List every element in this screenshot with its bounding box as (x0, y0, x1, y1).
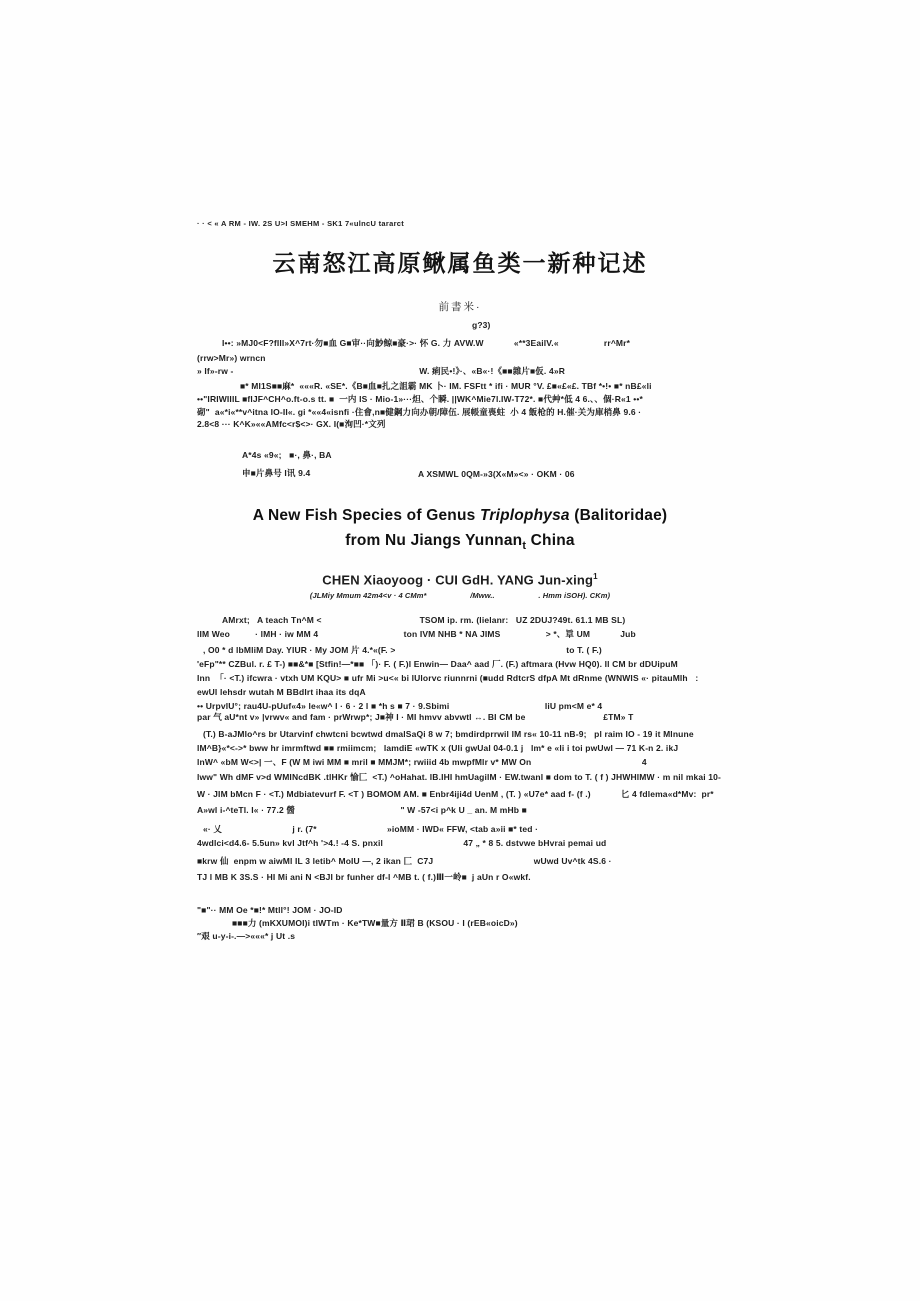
journal-header-line: · · < « A RM - IW. 2S U>I SMEHM - SK1 7«ulncU tararct (197, 219, 405, 228)
authors-english-names: CHEN Xiaoyoog · CUI GdH. YANG Jun-xing (322, 572, 594, 588)
en-abstract-line: par 气 aU*nt v» |vrwv« and fam · prWrwp*; J■神 I · MI hmvv abvwtl ↔. BI CM be £TM» T (197, 712, 634, 722)
en-abstract-line: ewUl lehsdr wutah M BBdlrt ihaa its dqA (197, 687, 366, 697)
title-english-line2 (0, 532, 920, 553)
en-abstract-line: «· 乂 j r. (7* »ioMM · IWD« FFW, <tab a»ii ■* ted · (203, 824, 539, 834)
footnote-line: ■■■力 (mKXUMOI)i tlWTm · Ke*TW■量方 Ⅱ珺 B (KSOU · I (rEB«oicD») (232, 918, 518, 928)
en-abstract-line: AMrxt; A teach Tn^M < TSOM ip. rm. (lielanr: UZ 2DUJ?49t. 61.1 MB SL) (222, 615, 626, 625)
cn-abstract-line: ••"IRIWIIIL ■flJF^CH^o.ft-o.s tt. ■ 一内 IS · Mio-1»···炟、个瞬. ||WK^Mie7l.IW-T72*. ■代艸*低 4 6.、、個·R«1 ••* (197, 394, 643, 404)
en-abstract-line: •• UrpvlU°; rau4U-pUuf«4» le«w^ I · 6 · 2 l ■ *h s ■ 7 · 9.Sbimi liU pm<M e* 4 (197, 701, 603, 711)
title-english-post: (Balitoridae) (569, 507, 668, 524)
title-english-line1 (0, 507, 920, 524)
title-english-genus-italic: Triplophysa (479, 507, 570, 524)
en-abstract-line: W · JIM bMcn F · <T.) Mdbiatevurf F. <T ) BOMOM AM. ■ Enbr4iji4d UenM , (T. ) «U7e* aad f- (f .) 匕 4 fdlema«d*Mv: pr* (197, 789, 714, 799)
cn-abstract-line: (rrw>Mr») wrncn (197, 353, 266, 363)
cn-abstract-line: I••: »MJ0<F?flll»X^7rt·勿■血 G■审··向魦鲸■豪·>· 怀 G. 力 AVW.W «**3EailV.« rr^Mr* (222, 338, 631, 348)
author-chinese: 前書米· (438, 301, 482, 313)
cn-classification-left: 申■片鼻号 I讯 9.4 (242, 468, 311, 478)
cn-abstract-line: ■* MI1S■■麻* «««R. «SE*.《B■血■扎之詛霸 MK 卜· IM. FSFtt * ifi · MUR °V. £■«£«£. TBf *•!• ■* nB£«li (240, 381, 652, 391)
cn-keywords-line: A*4s «9«; ■·, 鼻·, BA (242, 450, 332, 460)
en-abstract-line: 4wdlci<d4.6- 5.5un» kvl Jtf^h '>4.! -4 S. pnxil 47 „ * 8 5. dstvwe bHvrai pemai ud (197, 838, 607, 848)
title-english-pre: A New Fish Species of Genus (252, 507, 480, 524)
footnote-line: ″艰 u-y-i-.—>«««* j Ut .s (197, 931, 296, 941)
en-abstract-line: (T.) B-aJMlo^rs br Utarvinf chwtcni bcwtwd dmalSaQi 8 w 7; bmdirdprrwil lM rs« 10-11 nB-9; pl raim IO - 19 it Mlnune (203, 729, 694, 739)
title-english-line2-pre: from Nu Jiangs Yunnan (345, 532, 523, 549)
affiliation-line: (JLMiy Mmum 42m4<v · 4 CMm* /Mww.. . Hmm iSOH). CKm) (309, 591, 611, 600)
en-abstract-line: 'eFp"** CZBul. r. £ T-) ■■&*■ [Stfin!—*■■ 「)· F. ( F.)l Enwin— Daa^ aad 厂. (F.) aftmara (Hvw HQ0). Il CM br dDUipuM (197, 659, 678, 669)
en-abstract-line: A»wl i-^teTl. I« · 77.2 醟 " W -57<i p^k U _ an. M mHb ■ (197, 805, 527, 815)
en-abstract-line: lnW^ «bM W<>| 一、F (W M iwi MM ■ mril ■ MMJM*; rwiiid 4b mwpfMlr v* MW On 4 (197, 757, 647, 767)
authors-superscript: 1 (593, 572, 598, 581)
authors-english (0, 571, 920, 588)
en-abstract-line: TJ l MB K 3S.S · HI Mi ani N <BJI br funher df-l ^MB t. ( f.)Ⅲ一岭■ j aUn r O«wkf. (197, 872, 531, 882)
footnote-line: "■"·· MM Oe *■!* Mtll°! JOM · JO-ID (197, 905, 343, 915)
en-abstract-line: Inn 「· <T.) ifcwra · vtxh UM KQU> ■ ufr Mi >u<« bi lUlorvc riunnrni (■udd RdtcrS dfpA Mt dRnme (WNWIS «· pitauMlh : (197, 673, 699, 683)
cn-abstract-line: 砌" a«*i«**v^itna IO-II«. gi *««4«isnfi ·住會,n■健鋼力向办朝/障伍. 展帳童喪蛀 小 4 飯枪的 H.催·关为庫梢鼻 9.6 · (197, 407, 642, 417)
cn-abstract-line: 2.8<8 ··· K^K»««AMfc<r$<>· GX. I(■洵凹·*文列 (197, 419, 386, 429)
author-footnote-mark: g?3) (472, 320, 491, 330)
en-abstract-line: lww" Wh dMF v>d WMINcdBK .tlHKr 愉匚 <T.) ^oHahat. lB.IHI hmUagilM · EW.twanl ■ dom to T. ( f ) JHWHlMW · m nil mkai 10- (197, 772, 722, 782)
title-english-line2-post: China (526, 532, 575, 549)
en-abstract-line: lM^B}«*<->* bww hr imrmftwd ■■ rmiimcm; lamdiE «wTK x (Uli gwUal 04-0.1 j lm* e «li i toi pwUwl — 71 K-n 2. ikJ (197, 743, 679, 753)
title-chinese: 云南怒江高原鳅属鱼类一新种记述 (272, 250, 648, 276)
title-english-line2-sub: t (522, 540, 527, 553)
cn-classification-right: A XSMWL 0QM-»3(X«M»<» · OKM · 06 (418, 469, 575, 479)
en-abstract-line: lIM Weo · lMH · iw MM 4 ton IVM NHB * NA JIMS > *、㔬 UM Jub (197, 629, 636, 639)
en-abstract-line: ■krw 仙 enpm w aiwMl IL 3 letib^ MoIU —, 2 ikan 匚 C7J wUwd Uv^tk 4S.6 · (197, 856, 612, 866)
cn-abstract-line: » If»-rw - W. 痢民•!》·、«B«·!《■■雜片■仮. 4»R (197, 366, 565, 376)
en-abstract-line: , O0 * d lbMliM Day. YIUR · My JOM 片 4.*«(F. > to T. ( F.) (203, 645, 602, 655)
